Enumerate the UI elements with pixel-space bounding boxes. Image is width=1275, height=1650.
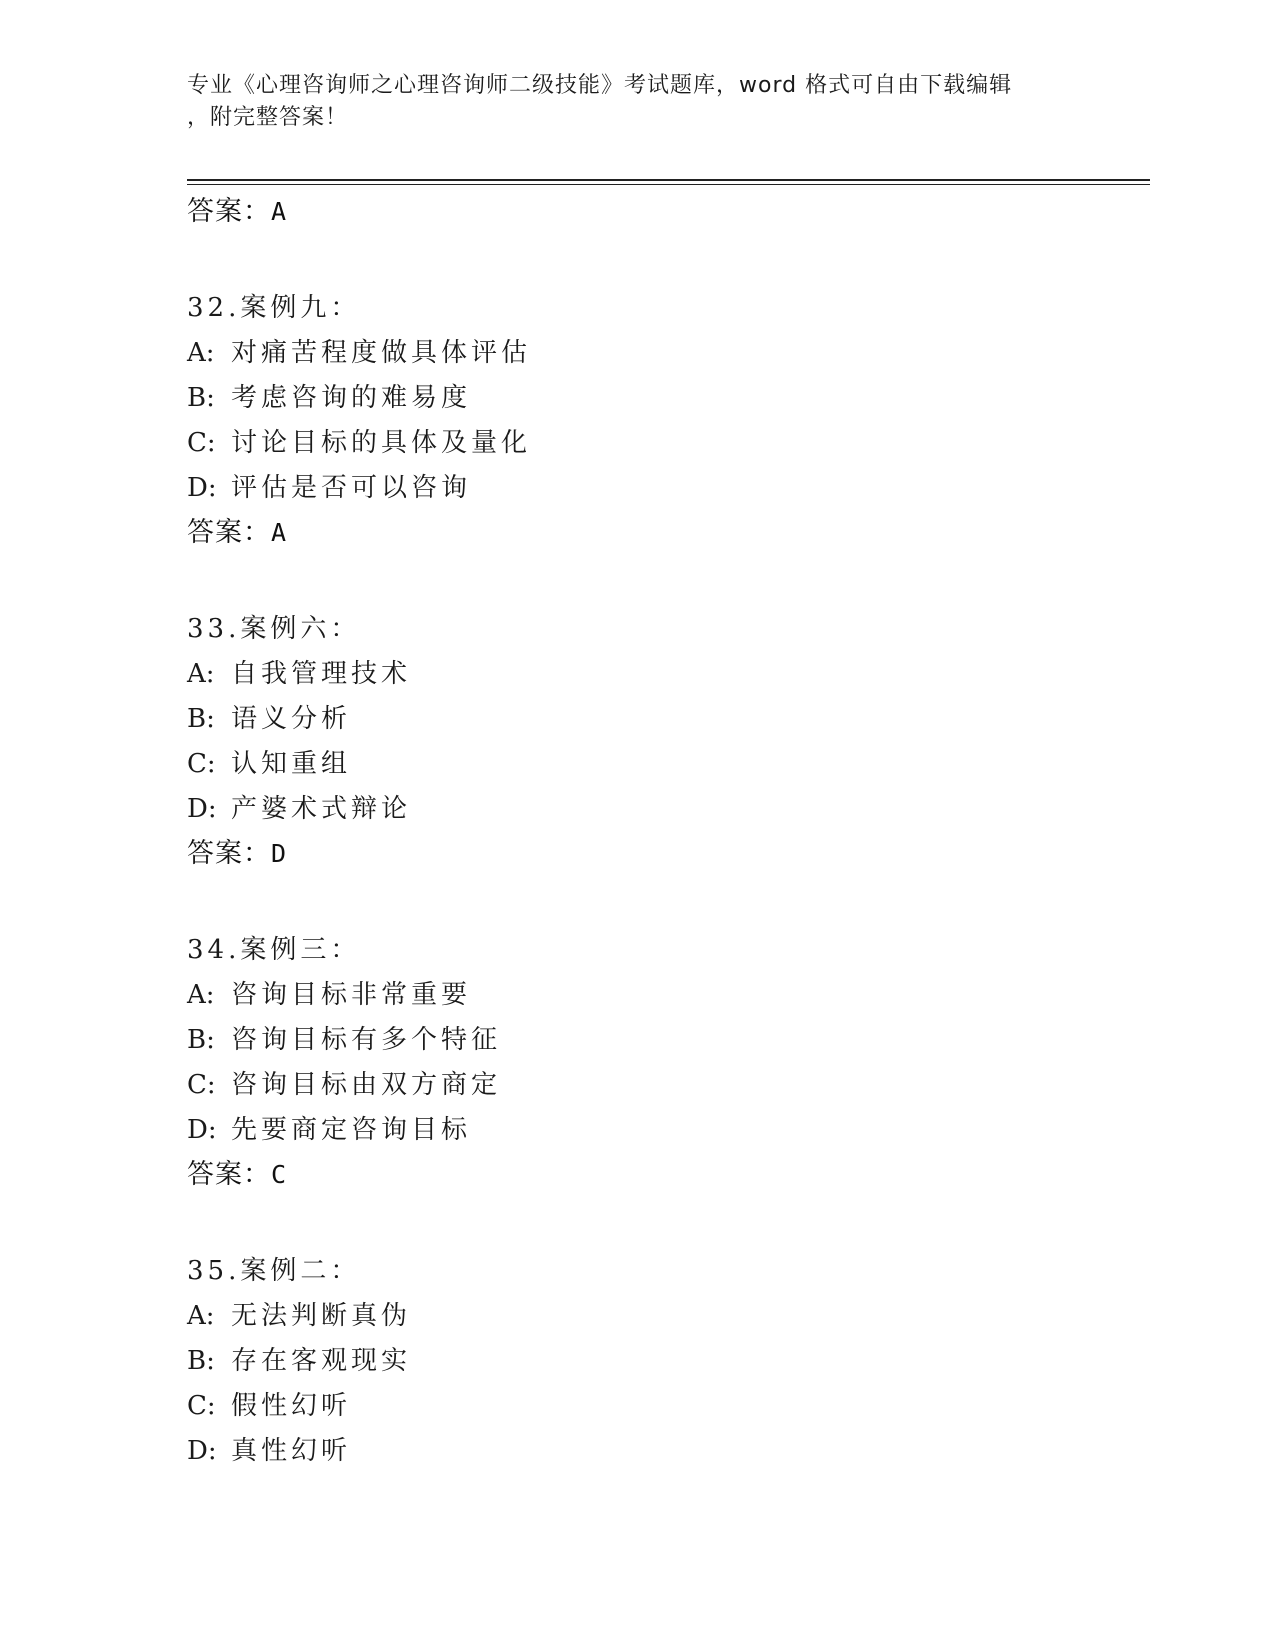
option-key: A: xyxy=(187,659,215,689)
option-text: 评估是否可以咨询 xyxy=(231,473,472,503)
answer-value: C xyxy=(271,1160,288,1189)
header-line-1: 专业《心理咨询师之心理咨询师二级技能》考试题库，word 格式可自由下载编辑 xyxy=(187,73,1013,98)
option-key: B: xyxy=(187,383,215,413)
option-text: 语义分析 xyxy=(231,704,352,734)
option-b xyxy=(187,1018,1147,1063)
option-text: 考虑咨询的难易度 xyxy=(231,383,472,413)
question-33 xyxy=(187,607,1147,876)
option-d xyxy=(187,466,1147,511)
option-text: 假性幻听 xyxy=(231,1391,352,1421)
option-key: A: xyxy=(187,338,215,368)
previous-answer xyxy=(187,190,1147,234)
header-divider-thick xyxy=(187,179,1150,181)
answer-value: D xyxy=(271,839,288,868)
option-text: 存在客观现实 xyxy=(231,1346,412,1376)
header-line-2: ，附完整答案！ xyxy=(187,105,349,130)
option-key: C: xyxy=(187,749,216,779)
question-list xyxy=(187,190,1147,1474)
option-key: B: xyxy=(187,1025,215,1055)
document-header xyxy=(187,70,1107,134)
option-text: 自我管理技术 xyxy=(231,659,412,689)
option-d xyxy=(187,1429,1147,1474)
option-key: D: xyxy=(187,1115,217,1145)
option-a xyxy=(187,331,1147,376)
option-a xyxy=(187,652,1147,697)
option-text: 咨询目标有多个特征 xyxy=(231,1025,502,1055)
option-text: 无法判断真伪 xyxy=(231,1301,412,1331)
option-key: B: xyxy=(187,704,215,734)
option-key: C: xyxy=(187,1391,216,1421)
question-answer xyxy=(187,832,1147,876)
option-text: 认知重组 xyxy=(231,749,352,779)
answer-value: A xyxy=(271,197,288,226)
option-key: D: xyxy=(187,473,217,503)
option-text: 对痛苦程度做具体评估 xyxy=(231,338,532,368)
option-text: 产婆术式辩论 xyxy=(231,794,412,824)
option-key: D: xyxy=(187,794,217,824)
question-title: 35.案例二： xyxy=(187,1256,361,1286)
option-b xyxy=(187,376,1147,421)
option-text: 真性幻听 xyxy=(231,1436,352,1466)
option-text: 咨询目标由双方商定 xyxy=(231,1070,502,1100)
answer-label: 答案： xyxy=(187,1159,271,1190)
option-b xyxy=(187,1339,1147,1384)
option-text: 咨询目标非常重要 xyxy=(231,980,472,1010)
option-a xyxy=(187,1294,1147,1339)
option-c xyxy=(187,1063,1147,1108)
option-key: C: xyxy=(187,1070,216,1100)
option-key: B: xyxy=(187,1346,215,1376)
question-35 xyxy=(187,1249,1147,1474)
option-text: 讨论目标的具体及量化 xyxy=(231,428,532,458)
answer-value: A xyxy=(271,518,288,547)
option-key: C: xyxy=(187,428,216,458)
option-a xyxy=(187,973,1147,1018)
question-title: 34.案例三： xyxy=(187,935,361,965)
option-key: A: xyxy=(187,1301,215,1331)
question-title: 33.案例六： xyxy=(187,614,361,644)
option-c xyxy=(187,1384,1147,1429)
question-answer xyxy=(187,1153,1147,1197)
answer-label: 答案： xyxy=(187,196,271,227)
question-32 xyxy=(187,286,1147,555)
question-34 xyxy=(187,928,1147,1197)
option-key: D: xyxy=(187,1436,217,1466)
option-b xyxy=(187,697,1147,742)
header-divider-thin xyxy=(187,184,1150,185)
option-d xyxy=(187,787,1147,832)
option-c xyxy=(187,742,1147,787)
answer-label: 答案： xyxy=(187,838,271,869)
option-text: 先要商定咨询目标 xyxy=(231,1115,472,1145)
question-title: 32.案例九： xyxy=(187,293,361,323)
option-key: A: xyxy=(187,980,215,1010)
answer-label: 答案： xyxy=(187,517,271,548)
option-c xyxy=(187,421,1147,466)
option-d xyxy=(187,1108,1147,1153)
question-answer xyxy=(187,511,1147,555)
